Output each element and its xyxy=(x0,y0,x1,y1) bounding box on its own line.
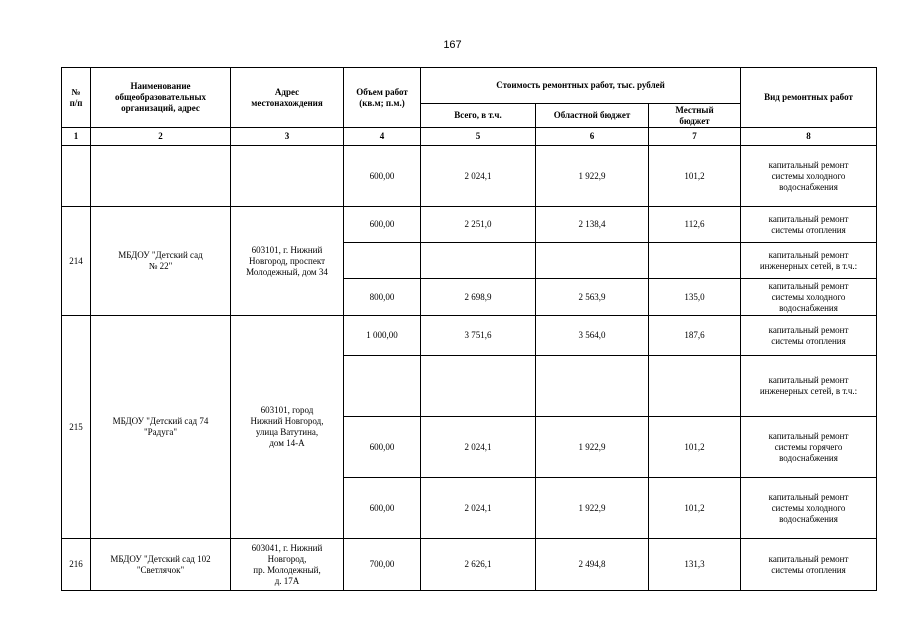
header-num: № п/п xyxy=(62,68,91,128)
cell-total: 2 251,0 xyxy=(421,207,536,243)
cell-total: 2 024,1 xyxy=(421,146,536,207)
cell-total: 2 024,1 xyxy=(421,417,536,478)
cell-regional: 2 494,8 xyxy=(536,539,649,591)
col-number: 6 xyxy=(536,128,649,146)
cell-address xyxy=(231,146,344,207)
cell-volume: 600,00 xyxy=(344,146,421,207)
cell-volume xyxy=(344,356,421,417)
header-address: Адрес местонахождения xyxy=(231,68,344,128)
cell-name xyxy=(91,146,231,207)
cell-local: 135,0 xyxy=(649,279,741,316)
cell-kind: капитальный ремонт системы отопления xyxy=(741,539,877,591)
col-number: 5 xyxy=(421,128,536,146)
header-local: Местный бюджет xyxy=(649,104,741,128)
header-volume: Объем работ (кв.м; п.м.) xyxy=(344,68,421,128)
cell-total: 2 626,1 xyxy=(421,539,536,591)
cell-address: 603101, г. Нижний Новгород, проспект Молодежный, дом 34 xyxy=(231,207,344,316)
cell-regional: 1 922,9 xyxy=(536,417,649,478)
cell-regional xyxy=(536,356,649,417)
cell-kind: капитальный ремонт системы холодного водоснабжения xyxy=(741,146,877,207)
col-number: 7 xyxy=(649,128,741,146)
header-row xyxy=(62,68,877,104)
table-row xyxy=(62,539,877,591)
cell-local: 101,2 xyxy=(649,146,741,207)
cell-volume: 700,00 xyxy=(344,539,421,591)
cell-total xyxy=(421,356,536,417)
cell-total: 2 024,1 xyxy=(421,478,536,539)
cell-local: 131,3 xyxy=(649,539,741,591)
cell-regional: 3 564,0 xyxy=(536,316,649,356)
cell-regional: 2 138,4 xyxy=(536,207,649,243)
col-number: 3 xyxy=(231,128,344,146)
cell-total: 2 698,9 xyxy=(421,279,536,316)
column-numbers-row xyxy=(62,128,877,146)
cell-kind: капитальный ремонт системы отопления xyxy=(741,207,877,243)
page-number: 167 xyxy=(443,39,462,51)
cell-volume: 600,00 xyxy=(344,478,421,539)
header-name: Наименование общеобразовательных организаций, адрес xyxy=(91,68,231,128)
col-number: 8 xyxy=(741,128,877,146)
cell-num: 215 xyxy=(62,316,91,539)
cell-kind: капитальный ремонт системы горячего водоснабжения xyxy=(741,417,877,478)
cell-total xyxy=(421,243,536,279)
cell-kind: капитальный ремонт инженерных сетей, в т.ч.: xyxy=(741,356,877,417)
cell-kind: капитальный ремонт системы холодного водоснабжения xyxy=(741,279,877,316)
cell-name: МБДОУ "Детский сад 74 "Радуга" xyxy=(91,316,231,539)
cell-num: 216 xyxy=(62,539,91,591)
cell-num: 214 xyxy=(62,207,91,316)
cell-local xyxy=(649,356,741,417)
cell-local xyxy=(649,243,741,279)
cell-num xyxy=(62,146,91,207)
repair-works-table xyxy=(61,67,877,591)
cell-local: 101,2 xyxy=(649,478,741,539)
header-cost: Стоимость ремонтных работ, тыс. рублей xyxy=(421,68,741,104)
cell-local: 101,2 xyxy=(649,417,741,478)
cell-address: 603101, город Нижний Новгород, улица Ватутина, дом 14-А xyxy=(231,316,344,539)
cell-local: 112,6 xyxy=(649,207,741,243)
cell-regional xyxy=(536,243,649,279)
table-row xyxy=(62,146,877,207)
cell-volume: 600,00 xyxy=(344,207,421,243)
cell-name: МБДОУ "Детский сад № 22" xyxy=(91,207,231,316)
cell-address: 603041, г. Нижний Новгород, пр. Молодежный, д. 17А xyxy=(231,539,344,591)
cell-volume xyxy=(344,243,421,279)
col-number: 4 xyxy=(344,128,421,146)
header-regional: Областной бюджет xyxy=(536,104,649,128)
cell-volume: 800,00 xyxy=(344,279,421,316)
cell-kind: капитальный ремонт системы холодного водоснабжения xyxy=(741,478,877,539)
table-row xyxy=(62,316,877,356)
cell-name: МБДОУ "Детский сад 102 "Светлячок" xyxy=(91,539,231,591)
cell-kind: капитальный ремонт инженерных сетей, в т.ч.: xyxy=(741,243,877,279)
header-kind: Вид ремонтных работ xyxy=(741,68,877,128)
cell-regional: 1 922,9 xyxy=(536,478,649,539)
col-number: 1 xyxy=(62,128,91,146)
cell-kind: капитальный ремонт системы отопления xyxy=(741,316,877,356)
cell-regional: 1 922,9 xyxy=(536,146,649,207)
cell-total: 3 751,6 xyxy=(421,316,536,356)
cell-local: 187,6 xyxy=(649,316,741,356)
header-total: Всего, в т.ч. xyxy=(421,104,536,128)
cell-volume: 600,00 xyxy=(344,417,421,478)
cell-regional: 2 563,9 xyxy=(536,279,649,316)
col-number: 2 xyxy=(91,128,231,146)
table-row xyxy=(62,207,877,243)
cell-volume: 1 000,00 xyxy=(344,316,421,356)
